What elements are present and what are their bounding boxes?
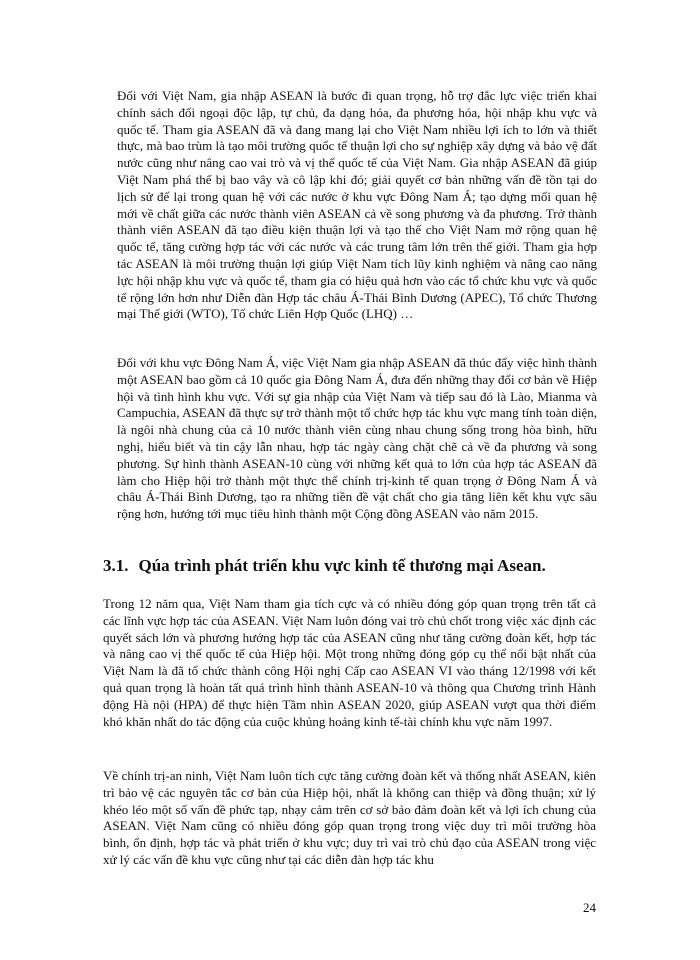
section-heading: [103, 556, 603, 576]
page-number: 24: [583, 900, 596, 915]
paragraph-contributions: Trong 12 năm qua, Việt Nam tham gia tích cực và có nhiều đóng góp quan trọng trên tất cả các lĩnh vực hợp tác của ASEAN. Việt Nam luôn đóng vai trò chủ chốt trong việc xác định các quyết sách lớn và phương hướng hợp tác của ASEAN cũng như tăng cường đoàn kết, hợp tác và nâng cao vị thế quốc tế của Hiệp hội. Một trong những đóng góp cụ thể nổi bật nhất của Việt Nam là đã tổ chức thành công Hội nghị Cấp cao ASEAN VI vào tháng 12/1998 với kết quả quan trọng là hoàn tất quá trình hình thành ASEAN-10 và thông qua Chương trình Hành động Hà nội (HPA) để thực hiện Tầm nhìn ASEAN 2020, giúp ASEAN vượt qua thời điểm khó khăn nhất do tác động của cuộc khủng hoảng kinh tế-tài chính khu vực năm 1997.: [103, 596, 596, 729]
paragraph-politics-security: Về chính trị-an ninh, Việt Nam luôn tích cực tăng cường đoàn kết và thống nhất ASEAN, kiên trì bảo vệ các nguyên tắc cơ bản của Hiệp hội, nhất là không can thiệp và đồng thuận; xử lý khéo léo một số vấn đề phức tạp, nhạy cảm trên cơ sở bảo đảm đoàn kết và lợi ích chung của ASEAN. Việt Nam cũng có nhiều đóng góp quan trọng trong việc duy trì môi trường hòa bình, ổn định, hợp tác và phát triển ở khu vực; duy trì vai trò chủ đạo của ASEAN trong việc xử lý các vấn đề khu vực cũng như tại các diễn đàn hợp tác khu: [103, 768, 596, 867]
section-number: 3.1.: [103, 556, 129, 575]
paragraph-vietnam-asean-benefits: Đối với Việt Nam, gia nhập ASEAN là bước đi quan trọng, hỗ trợ đắc lực việc triển khai chính sách đối ngoại độc lập, tự chủ, đa dạng hóa, đa phương hóa, hội nhập khu vực và quốc tế. Tham gia ASEAN đã và đang mang lại cho Việt Nam nhiều lợi ích to lớn và thiết thực, mà bao trùm là tạo môi trường quốc tế thuận lợi cho sự nghiệp xây dựng và bảo vệ đất nước cũng như nâng cao vai trò và vị thế quốc tế của Việt Nam. Gia nhập ASEAN đã giúp Việt Nam phá thế bị bao vây và cô lập khi đó; giải quyết cơ bản những vấn đề tồn tại do lịch sử để lại trong quan hệ với các nước ở khu vực Đông Nam Á; tạo dựng mối quan hệ mới về chất giữa các nước thành viên ASEAN cả về song phương và đa phương. Trở thành thành viên ASEAN đã tạo điều kiện thuận lợi và tạo thế cho Việt Nam mở rộng quan hệ quốc tế, tăng cường hợp tác với các nước và các trung tâm lớn trên thế giới. Tham gia hợp tác ASEAN là môi trường thuận lợi giúp Việt Nam tích lũy kinh nghiệm và nâng cao năng lực hội nhập khu vực và quốc tế, tham gia có hiệu quả hơn vào các tổ chức khu vực và quốc tế rộng lớn hơn như Diễn đàn Hợp tác châu Á-Thái Bình Dương (APEC), Tổ chức Thương mại Thế giới (WTO), Tổ chức Liên Hợp Quốc (LHQ) …: [117, 88, 597, 322]
paragraph-southeast-asia-impact: Đối với khu vực Đông Nam Á, việc Việt Nam gia nhập ASEAN đã thúc đẩy việc hình thành một ASEAN bao gồm cả 10 quốc gia Đông Nam Á, đưa đến những thay đổi cơ bản về Hiệp hội và tình hình khu vực. Với sự gia nhập của Việt Nam và tiếp sau đó là Lào, Mianma và Campuchia, ASEAN đã thực sự trở thành một tổ chức hợp tác khu vực mang tính toàn diện, là ngôi nhà chung của cả 10 nước thành viên cùng nhau chung sống trong hòa bình, hữu nghị, hiểu biết và tin cậy lẫn nhau, hợp tác ngày càng chặt chẽ cả về đa phương và song phương. Sự hình thành ASEAN-10 cùng với những kết quả to lớn của hợp tác ASEAN đã làm cho Hiệp hội trở thành một thực thể chính trị-kinh tế quan trọng ở Đông Nam Á và châu Á-Thái Bình Dương, tạo ra những tiền đề vật chất cho gia tăng liên kết khu vực sâu rộng hơn, hướng tới mục tiêu hình thành một Cộng đồng ASEAN vào năm 2015.: [117, 355, 597, 522]
section-title: Qúa trình phát triển khu vực kinh tế thương mại Asean.: [138, 556, 546, 575]
